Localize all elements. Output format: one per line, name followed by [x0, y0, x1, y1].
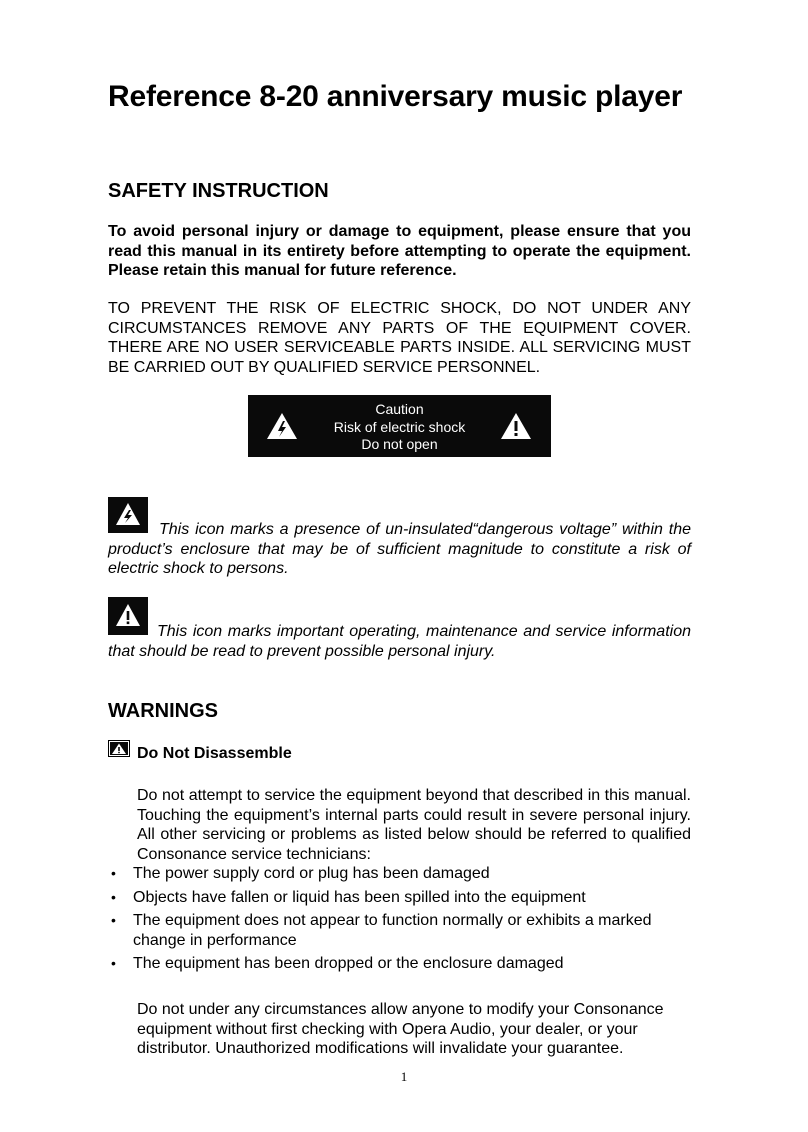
voltage-note-part-b: “dangerous voltage” — [472, 521, 617, 538]
caution-line-1: Caution — [375, 401, 424, 417]
voltage-icon-note — [108, 520, 691, 579]
warning-symbol — [108, 740, 130, 757]
lightning-triangle-icon — [266, 411, 298, 441]
safety-heading: SAFETY INSTRUCTION — [108, 180, 329, 202]
list-item: • The equipment has been dropped or the enclosure damaged — [111, 955, 564, 972]
caution-text — [308, 401, 491, 454]
warnings-heading: WARNINGS — [108, 700, 218, 722]
safety-intro: To avoid personal injury or damage to equipment, please ensure that you read this manual in its entirety before attempting to operate the equipment. Please retain this manual for future reference. — [108, 223, 691, 279]
attention-icon-note: This icon marks important operating, maintenance and service information that should be read to prevent possible personal injury. — [108, 623, 691, 660]
voltage-note-part-c: within the product’s enclosure that may be of sufficient magnitude to constitute a risk of electric shock to persons. — [108, 521, 691, 577]
list-item-text: The equipment has been dropped or the enclosure damaged — [133, 955, 564, 972]
list-item-text: The power supply cord or plug has been damaged — [133, 865, 490, 882]
disassemble-paragraph: Do not attempt to service the equipment beyond that described in this manual. Touching the equipment’s internal parts could result in severe personal injury. All other servicing or problems as listed below should be referred to qualified Consonance service technicians: — [137, 787, 691, 863]
page-number: 1 — [400, 1069, 408, 1084]
voltage-note-part-a: This icon marks a presence of un-insulated — [159, 521, 473, 538]
exclamation-triangle-icon — [110, 742, 128, 755]
disassemble-subheading: Do Not Disassemble — [137, 745, 292, 762]
list-item-text: The equipment does not appear to function normally or exhibits a marked change in performance — [133, 912, 652, 949]
caution-line-2: Risk of electric shock — [333, 418, 466, 435]
exclamation-triangle-icon — [500, 411, 532, 441]
caution-line-3: Do not open — [361, 436, 438, 452]
list-item: • Objects have fallen or liquid has been spilled into the equipment — [111, 888, 586, 906]
list-item: • The power supply cord or plug has been damaged — [111, 865, 490, 882]
shock-warning: TO PREVENT THE RISK OF ELECTRIC SHOCK, DO NOT UNDER ANY CIRCUMSTANCES REMOVE ANY PARTS OF THE EQUIPMENT COVER. THERE ARE NO USER SERVICEABLE PARTS INSIDE. ALL SERVICING MUST BE CARRIED OUT BY QUALIFIED SERVICE PERSONNEL. — [108, 300, 691, 376]
list-item: • The equipment does not appear to function normally or exhibits a marked change in performance — [111, 912, 652, 949]
document-title: Reference 8-20 anniversary music player — [108, 80, 683, 113]
caution-label — [248, 395, 551, 457]
damage-conditions-list — [108, 864, 691, 978]
modification-notice: Do not under any circumstances allow anyone to modify your Consonance equipment without first checking with Opera Audio, your dealer, or your distributor. Unauthorized modifications will invalidate your guarantee. — [137, 1001, 664, 1057]
list-item-text: Objects have fallen or liquid has been spilled into the equipment — [133, 888, 586, 906]
